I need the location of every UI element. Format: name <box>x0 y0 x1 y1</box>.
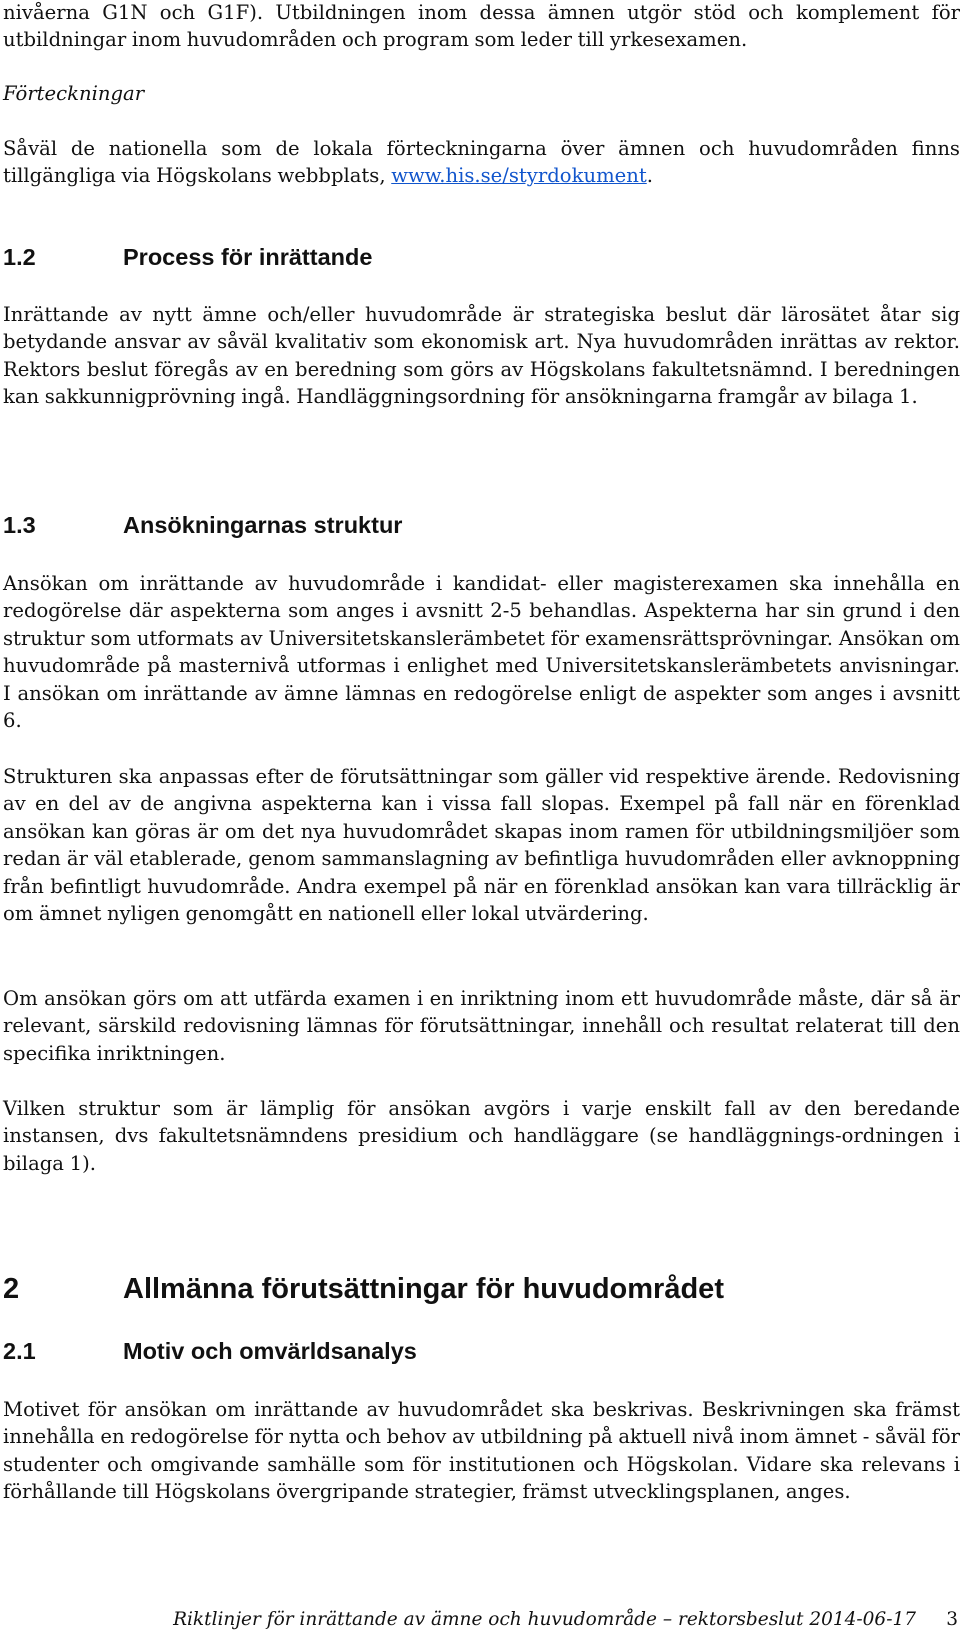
footer-text: Riktlinjer för inrättande av ämne och huvudområde – rektorsbeslut 2014-06-17 <box>173 1609 916 1630</box>
section-1-3-paragraph: Ansökan om inrättande av huvudområde i kandidat- eller magisterexamen ska innehålla en redogörelse där aspekterna som anges i avsnitt 2-5 behandlas. Aspekterna har sin grund i den struktur som utformats av Universitetskanslerämbetet för examensrättsprövningar. Ansökan om huvudområde på masternivå utformas i enlighet med Universitetskanslerämbetets anvisningar. I ansökan om inrättande av ämne lämnas en redogörelse enligt de aspekter som anges i avsnitt 6. <box>3 572 960 733</box>
section-title: Ansökningarnas struktur <box>123 512 403 538</box>
section-number: 1.3 <box>3 512 36 538</box>
section-1-2-paragraph: Inrättande av nytt ämne och/eller huvudområde är strategiska beslut där lärosätet åtar sig betydande ansvar av såväl kvalitativ som ekonomisk art. Nya huvudområden inrättas av rektor. Rektors beslut föregås av en beredning som görs av Högskolans fakultetsnämnd. I beredningen kan sakkunnigprövning ingå. Handläggningsordning för ansökningarna framgår av bilaga 1. <box>3 303 960 409</box>
section-title: Motiv och omvärldsanalys <box>123 1338 417 1364</box>
section-number: 2.1 <box>3 1338 36 1364</box>
section-1-3-paragraph: Om ansökan görs om att utfärda examen i en inriktning inom ett huvudområde måste, där så är relevant, särskild redovisning lämnas för förutsättningar, innehåll och resultat relaterat till den specifika inriktningen. <box>3 987 960 1065</box>
forteckningar-paragraph <box>3 135 960 190</box>
section-title: Process för inrättande <box>123 244 373 270</box>
intro-paragraph: nivåerna G1N och G1F). Utbildningen inom dessa ämnen utgör stöd och komplement för utbildningar inom huvudområden och program som leder till yrkesexamen. <box>3 1 960 52</box>
page-number: 3 <box>946 1609 958 1630</box>
section-1-3-paragraph: Vilken struktur som är lämplig för ansökan avgörs i varje enskilt fall av den beredande instansen, dvs fakultetsnämndens presidium och handläggare (se handläggnings-ordningen i bilaga 1). <box>3 1097 960 1175</box>
section-number: 2 <box>3 1273 20 1305</box>
section-title: Allmänna förutsättningar för huvudområdet <box>123 1273 724 1305</box>
section-1-3-paragraph: Strukturen ska anpassas efter de förutsättningar som gäller vid respektive ärende. Redovisning av en del av de angivna aspekterna kan i vissa fall slopas. Exempel på fall när en förenklad ansökan kan göras är om det nya huvudområdet skapas inom ramen för utbildningsmiljöer som redan är väl etablerade, genom sammanslagning av befintliga huvudområden eller avknoppning från befintligt huvudområde. Andra exempel på när en förenklad ansökan kan vara tillräcklig är om ämnet nyligen genomgått en nationell eller lokal utvärdering. <box>3 765 960 926</box>
section-2-heading <box>3 1272 724 1306</box>
section-1-2-heading <box>3 243 372 271</box>
section-2-1-paragraph: Motivet för ansökan om inrättande av huvudområdet ska beskrivas. Beskrivningen ska främst innehålla en redogörelse för nytta och behov av utbildning på aktuell nivå inom ämnet - såväl för studenter och omgivande samhälle som för institutionen och Högskolan. Vidare ska relevans i förhållande till Högskolans övergripande strategier, främst utvecklingsplanen, anges. <box>3 1398 960 1504</box>
forteckningar-text-end: . <box>646 164 653 188</box>
section-2-1-heading <box>3 1337 417 1365</box>
forteckningar-heading: Förteckningar <box>3 82 145 105</box>
section-number: 1.2 <box>3 244 36 270</box>
section-1-3-heading <box>3 511 402 539</box>
forteckningar-text: Såväl de nationella som de lokala förteckningarna över ämnen och huvudområden finns tillgängliga via Högskolans webbplats, <box>3 137 960 188</box>
page-footer <box>0 1609 958 1631</box>
styrdokument-link[interactable]: www.his.se/styrdokument <box>391 164 647 188</box>
